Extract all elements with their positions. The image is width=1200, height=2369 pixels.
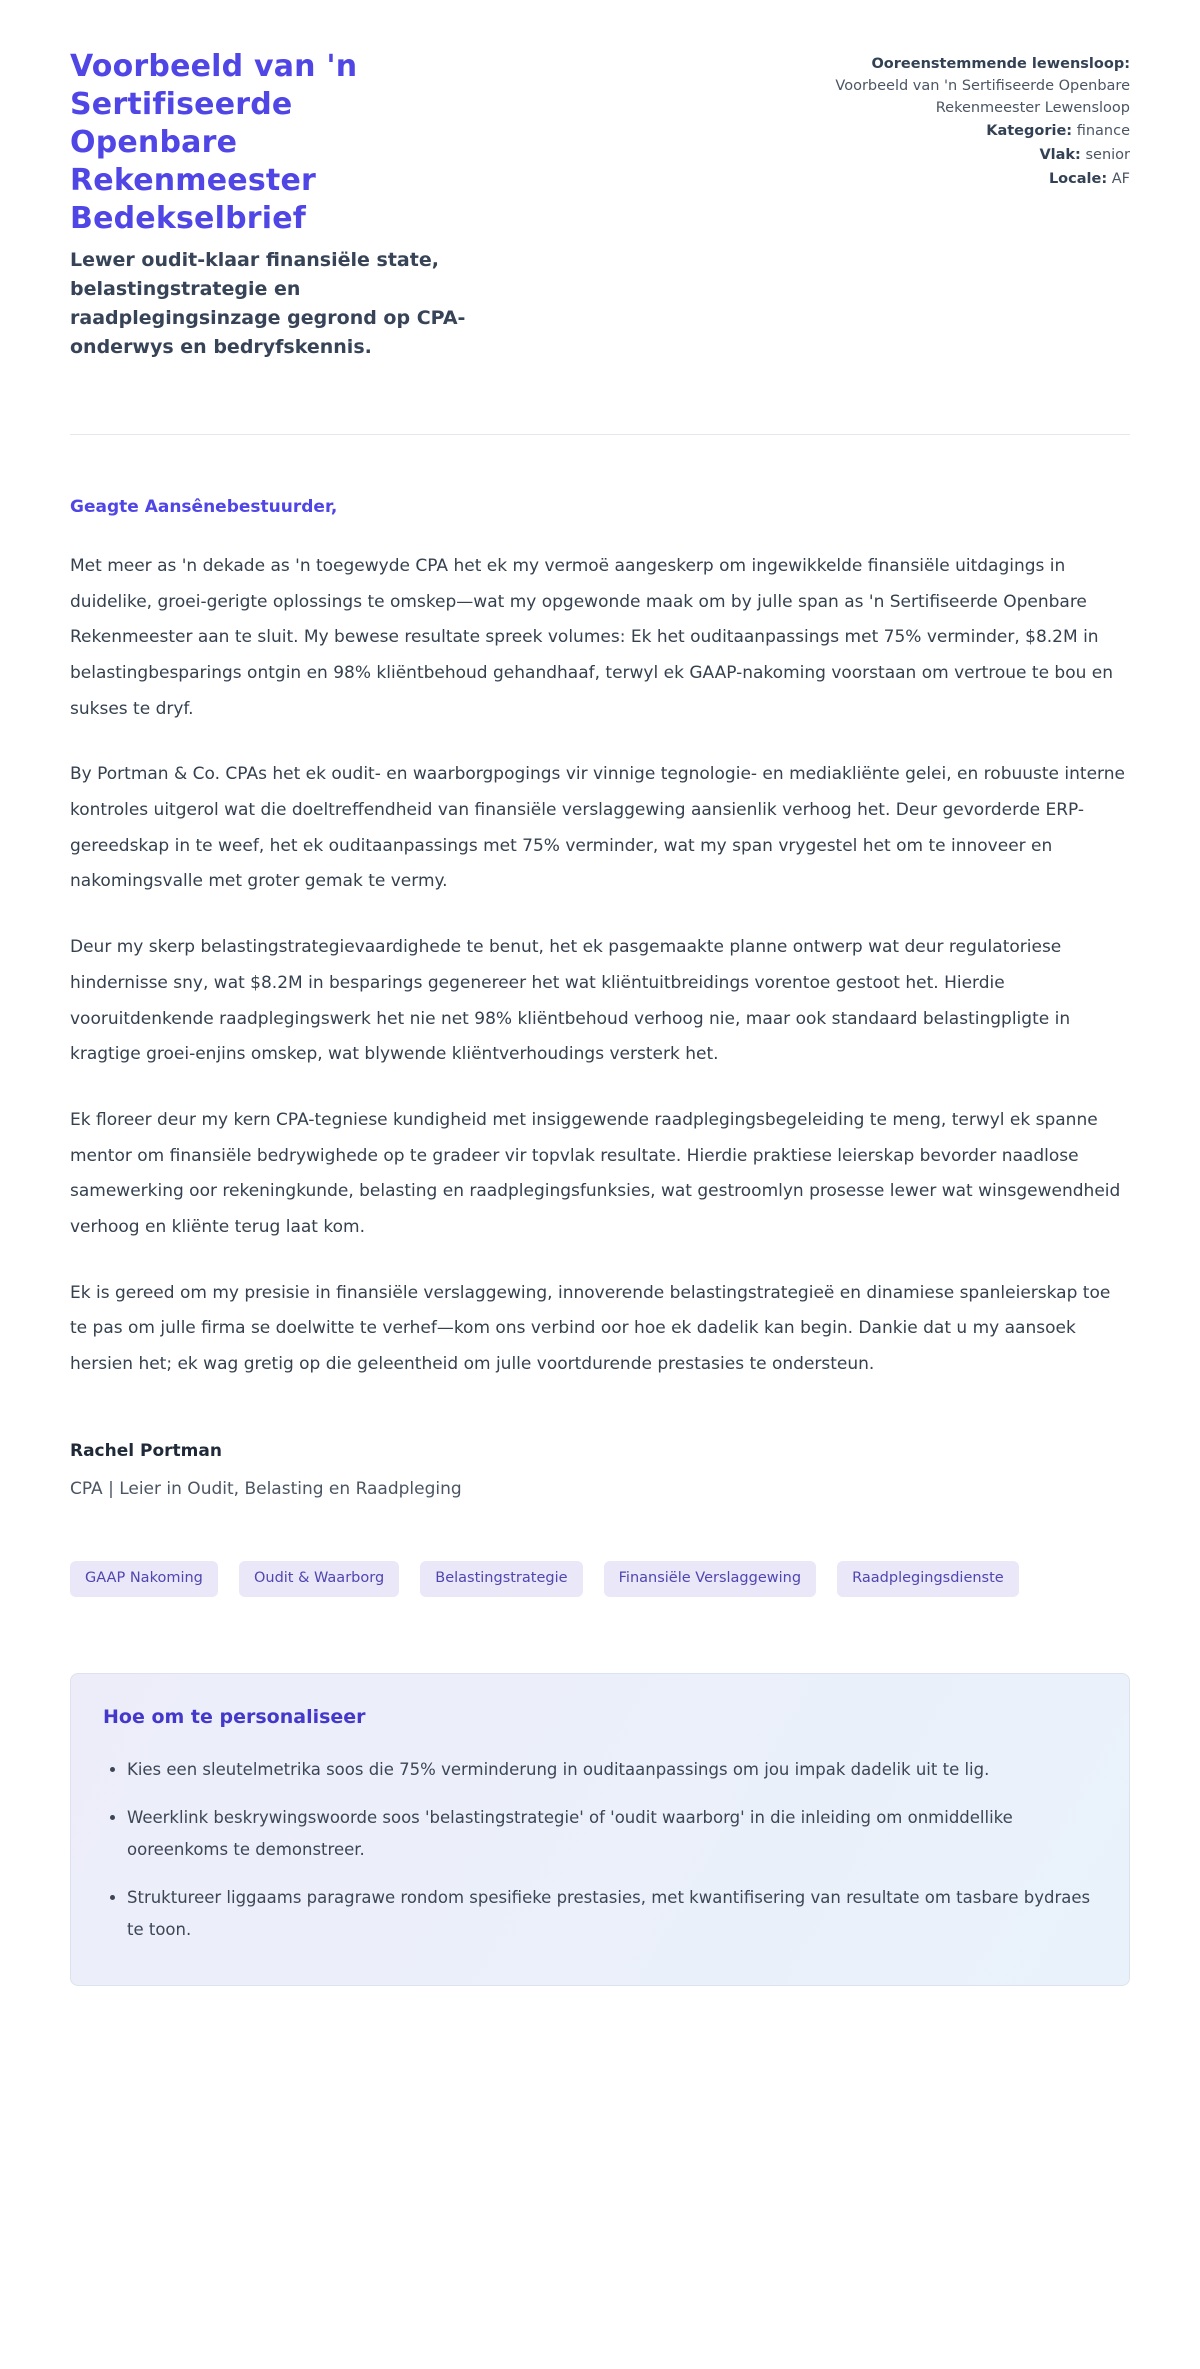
letter-paragraph: Deur my skerp belastingstrategievaardighede te benut, het ek pasgemaakte planne ontwerp wat deur regulatoriese hindernisse sny, wat $8.2M in besparings gegenereer het wat kliëntuitbreidings vorentoe gestoot het. Hierdie vooruitdenkende raadplegingswerk het nie net 98% kliëntbehoud verhoog nie, maar ook standaard belastingpligte in kragtige groei-enjins omskep, wat blywende kliëntverhoudings versterk het. <box>70 937 1071 1065</box>
meta-value: finance <box>1076 123 1130 140</box>
tips-item: • Struktureer liggaams paragrawe rondom spesifieke prestasies, met kwantifisering van resultate om tasbare bydraes te toon. <box>127 1882 1095 1946</box>
meta-row-level <box>825 145 1130 167</box>
letter-paragraph: Ek is gereed om my presisie in finansiële verslaggewing, innoverende belastingstrategieë en dinamiese spanleierskap toe te pas om julle firma se doelwitte te verhef—kom ons verbind oor hoe ek dadelik kan begin. Dankie dat u my aansoek hersien het; ek wag gretig op die geleentheid om julle voortdurende prestasies te ondersteun. <box>70 1282 1111 1375</box>
tips-item: • Kies een sleutelmetrika soos die 75% verminderung in ouditaanpassings om jou impak dadelik uit te lig. <box>127 1754 1095 1786</box>
meta-row-matching-resume <box>825 54 1130 119</box>
signature-role: CPA | Leier in Oudit, Belasting en Raadpleging <box>70 1478 462 1499</box>
tag-chip: Belastingstrategie <box>420 1561 582 1597</box>
signature-block <box>70 1441 1130 1499</box>
tag-chip: Oudit & Waarborg <box>239 1561 399 1597</box>
page-title: Voorbeeld van 'n Sertifiseerde Openbare Rekenmeester Bedekselbrief <box>70 49 358 237</box>
meta-label: Vlak: <box>1039 147 1081 163</box>
header <box>70 48 1130 362</box>
meta-value: senior <box>1085 147 1130 163</box>
meta-label: Ooreenstemmende lewensloop: <box>871 56 1130 72</box>
tag-chip: Finansiële Verslaggewing <box>604 1561 816 1597</box>
meta-panel <box>825 48 1130 193</box>
tips-title: Hoe om te personaliseer <box>103 1705 366 1728</box>
tag-chip: GAAP Nakoming <box>70 1561 218 1597</box>
skill-tags <box>70 1561 1130 1615</box>
letter-greeting: Geagte Aansênebestuurder, <box>70 496 338 517</box>
meta-row-category <box>825 121 1130 143</box>
meta-value: AF <box>1111 170 1130 187</box>
personalization-tips-box <box>70 1673 1130 1986</box>
page-subtitle: Lewer oudit-klaar finansiële state, belastingstrategie en raadplegingsinzage gegrond op CPA-onderwys en bedryfskennis. <box>70 249 466 359</box>
letter-paragraph: Met meer as 'n dekade as 'n toegewyde CPA het ek my vermoë aangeskerp om ingewikkelde finansiële uitdagings in duidelike, groei-gerigte oplossings te omskep—wat my opgewonde maak om by julle span as 'n Sertifiseerde Openbare Rekenmeester aan te sluit. My bewese resultate spreek volumes: Ek het ouditaanpassings met 75% verminder, $8.2M in belastingbesparings ontgin en 98% kliëntbehoud gehandhaaf, terwyl ek GAAP-nakoming voorstaan om vertroue te bou en sukses te dryf. <box>70 555 1114 719</box>
tag-chip: Raadplegingsdienste <box>837 1561 1019 1597</box>
cover-letter-body <box>70 497 1130 1499</box>
header-left <box>70 48 480 362</box>
tips-list <box>103 1754 1095 1947</box>
meta-value: Voorbeeld van 'n Sertifiseerde Openbare Rekenmeester Lewensloop <box>835 77 1130 116</box>
signature-name: Rachel Portman <box>70 1440 222 1461</box>
meta-label: Locale: <box>1048 170 1108 187</box>
letter-paragraph: Ek floreer deur my kern CPA-tegniese kundigheid met insiggewende raadplegingsbegeleiding te meng, terwyl ek spanne mentor om finansiële bedrywighede op te gradeer vir topvlak resultate. Hierdie praktiese leierskap bevorder naadlose samewerking oor rekeningkunde, belasting en raadplegingsfunksies, wat gestroomlyn prosesse lewer wat winsgewendheid verhoog en kliënte terug laat kom. <box>70 1109 1121 1237</box>
letter-paragraph: By Portman & Co. CPAs het ek oudit- en waarborgpogings vir vinnige tegnologie- en mediakliënte gelei, en robuuste interne kontroles uitgerol wat die doeltreffendheid van finansiële verslaggewing aansienlik verhoog het. Deur gevorderde ERP-gereedskap in te weef, het ek ouditaanpassings met 75% verminder, wat my span vrygestel het om te innoveer en nakomingsvalle met groter gemak te vermy. <box>70 764 1125 892</box>
meta-label: Kategorie: <box>986 123 1073 140</box>
header-divider <box>70 434 1130 435</box>
meta-row-locale <box>825 169 1130 191</box>
tips-item: • Weerklink beskrywingswoorde soos 'belastingstrategie' of 'oudit waarborg' in die inleiding om onmiddellike ooreenkoms te demonstreer. <box>127 1802 1095 1866</box>
